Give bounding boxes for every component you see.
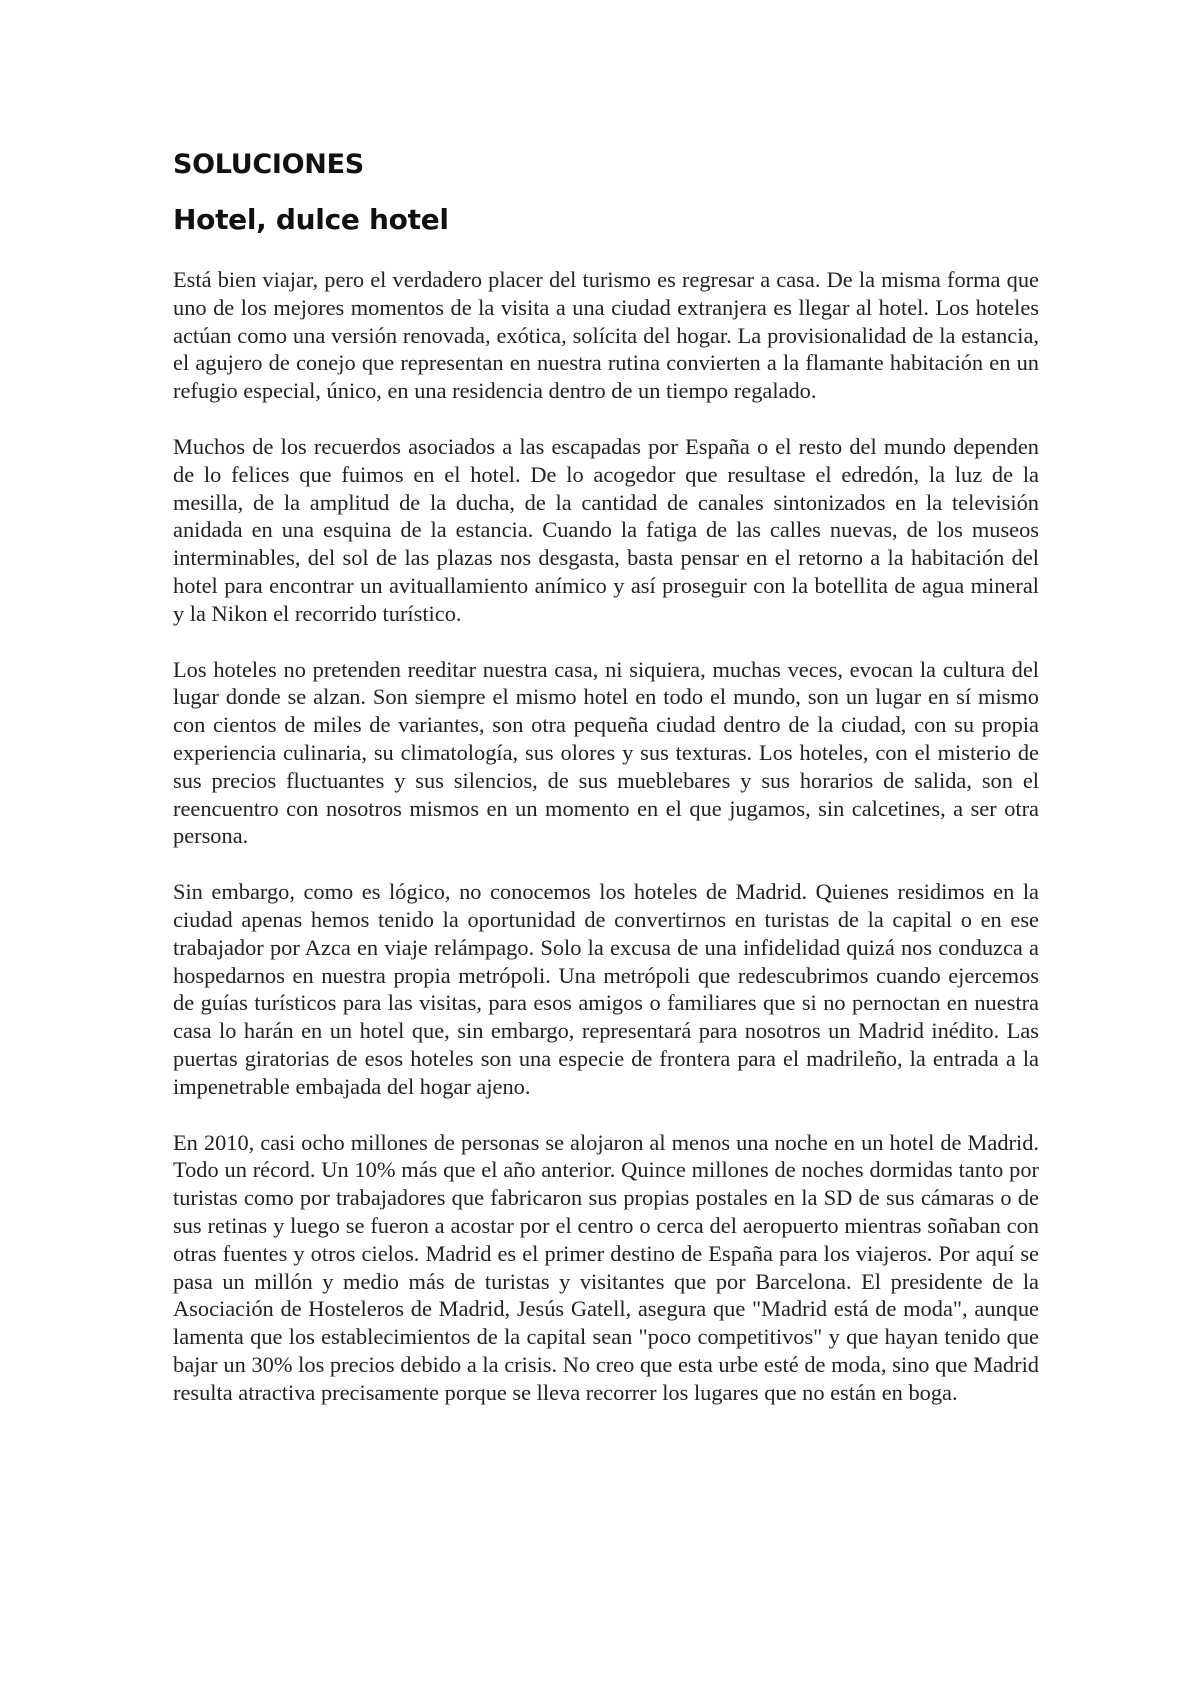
paragraph: En 2010, casi ocho millones de personas se alojaron al menos una noche en un hotel de Madrid. Todo un récord. Un 10% más que el año anterior. Quince millones de noches dormidas tanto por turistas como por trabajadores que fabricaron sus propias postales en la SD de sus cámaras o de sus retinas y luego se fueron a acostar por el centro o cerca del aeropuerto mientras soñaban con otras fuentes y otros cielos. Madrid es el primer destino de España para los viajeros. Por aquí se pasa un millón y medio más de turistas y visitantes que por Barcelona. El presidente de la Asociación de Hosteleros de Madrid, Jesús Gatell, asegura que "Madrid está de moda", aunque lamenta que los establecimientos de la capital sean "poco competitivos" y que hayan tenido que bajar un 30% los precios debido a la crisis. No creo que esta urbe esté de moda, sino que Madrid resulta atractiva precisamente porque se lleva recorrer los lugares que no están en boga. bbox=[173, 1129, 1039, 1405]
article-title: Hotel, dulce hotel bbox=[173, 203, 449, 236]
section-heading: SOLUCIONES bbox=[173, 149, 364, 180]
paragraph: Sin embargo, como es lógico, no conocemos los hoteles de Madrid. Quienes residimos en la ciudad apenas hemos tenido la oportunidad de convertirnos en turistas de la capital o en ese trabajador por Azca en viaje relámpago. Solo la excusa de una infidelidad quizá nos conduzca a hospedarnos en nuestra propia metrópoli. Una metrópoli que redescubrimos cuando ejercemos de guías turísticos para las visitas, para esos amigos o familiares que si no pernoctan en nuestra casa lo harán en un hotel que, sin embargo, representará para nosotros un Madrid inédito. Las puertas giratorias de esos hoteles son una especie de frontera para el madrileño, la entrada a la impenetrable embajada del hogar ajeno. bbox=[173, 879, 1039, 1099]
article-body bbox=[173, 266, 1039, 1406]
paragraph: Está bien viajar, pero el verdadero placer del turismo es regresar a casa. De la misma forma que uno de los mejores momentos de la visita a una ciudad extranjera es llegar al hotel. Los hoteles actúan como una versión renovada, exótica, solícita del hogar. La provisionalidad de la estancia, el agujero de conejo que representan en nuestra rutina convierten a la flamante habitación en un refugio especial, único, en una residencia dentro de un tiempo regalado. bbox=[173, 267, 1039, 404]
document-content bbox=[173, 140, 1039, 1434]
paragraph: Muchos de los recuerdos asociados a las escapadas por España o el resto del mundo dependen de lo felices que fuimos en el hotel. De lo acogedor que resultase el edredón, la luz de la mesilla, de la amplitud de la ducha, de la cantidad de canales sintonizados en la televisión anidada en una esquina de la estancia. Cuando la fatiga de las calles nuevas, de los museos interminables, del sol de las plazas nos desgasta, basta pensar en el retorno a la habitación del hotel para encontrar un avituallamiento anímico y así proseguir con la botellita de agua mineral y la Nikon el recorrido turístico. bbox=[173, 433, 1039, 626]
paragraph: Los hoteles no pretenden reeditar nuestra casa, ni siquiera, muchas veces, evocan la cultura del lugar donde se alzan. Son siempre el mismo hotel en todo el mundo, son un lugar en sí mismo con cientos de miles de variantes, son otra pequeña ciudad dentro de la ciudad, con su propia experiencia culinaria, su climatología, sus olores y sus texturas. Los hoteles, con el misterio de sus precios fluctuantes y sus silencios, de sus mueblebares y sus horarios de salida, son el reencuentro con nosotros mismos en un momento en el que jugamos, sin calcetines, a ser otra persona. bbox=[173, 656, 1039, 849]
